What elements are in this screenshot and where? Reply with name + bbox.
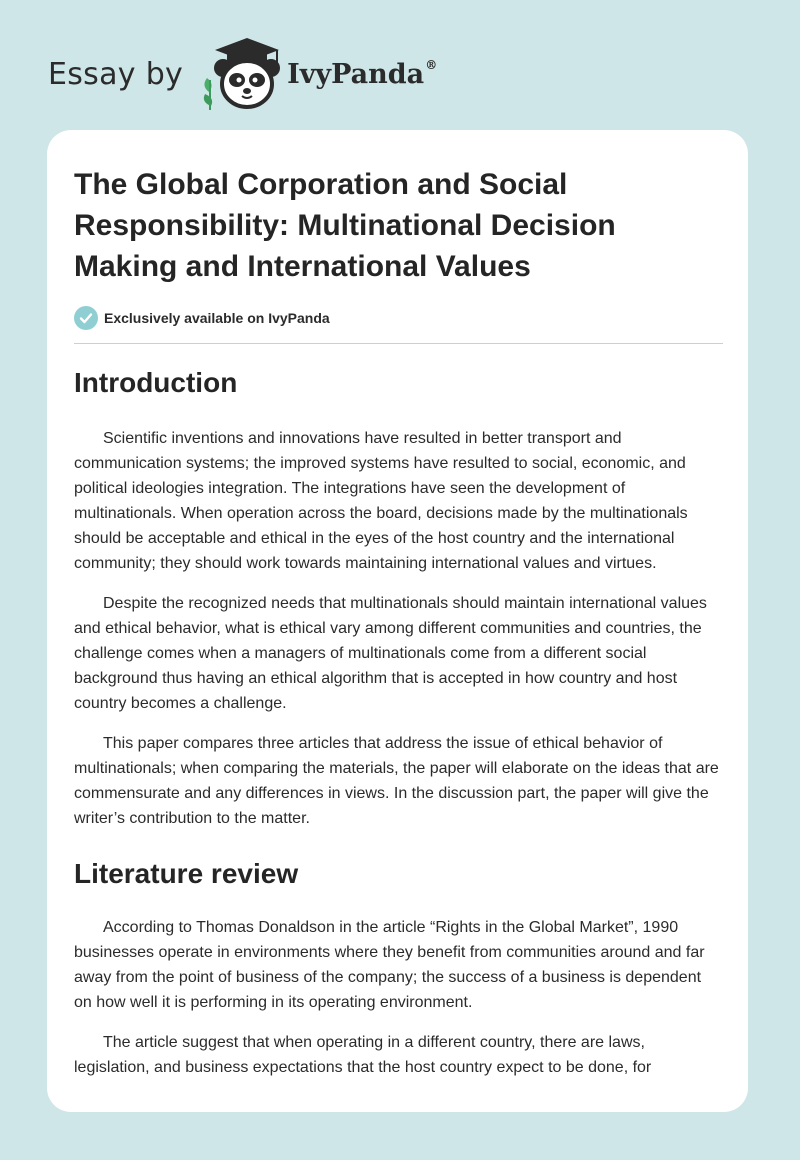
exclusive-label: Exclusively available on IvyPanda xyxy=(104,310,330,326)
essay-card xyxy=(47,130,748,1112)
check-circle-icon xyxy=(74,306,98,330)
section-heading-introduction: Introduction xyxy=(74,367,238,398)
section-heading-literature-review: Literature review xyxy=(74,858,299,889)
exclusive-badge xyxy=(74,305,723,331)
essay-title: The Global Corporation and Social Responsibility: Multinational Decision Making and International Values xyxy=(74,168,616,283)
essay-by-label: Essay by xyxy=(48,56,184,92)
paragraph: This paper compares three articles that address the issue of ethical behavior of multinationals; when comparing the materials, the paper will elaborate on the ideas that are commensurate and any differences in views. In the discussion part, the paper will give the writer’s contribution to the matter. xyxy=(74,735,719,827)
paragraph: The article suggest that when operating in a different country, there are laws, legislation, and business expectations that the host country expect to be done, for xyxy=(74,1034,652,1076)
paragraph: Despite the recognized needs that multinationals should maintain international values and ethical behavior, what is ethical vary among different communities and countries, the challenge comes when a managers of multinationals come from a different social background thus having an ethical algorithm that is accepted in how country and host country becomes a challenge. xyxy=(74,595,707,712)
site-header xyxy=(48,36,437,112)
ivypanda-wordmark[interactable] xyxy=(287,59,437,90)
paragraph: Scientific inventions and innovations have resulted in better transport and communication systems; the improved systems have resulted to social, economic, and political ideologies integration. The integrations have seen the development of multinationals. When operation across the board, decisions made by the multinationals should be acceptable and ethical in the eyes of the host country and the international community; they should work towards maintaining international values and virtues. xyxy=(74,430,688,572)
brand-name: IvyPanda xyxy=(287,58,425,90)
ivypanda-logo-icon[interactable] xyxy=(197,36,285,112)
paragraph: According to Thomas Donaldson in the article “Rights in the Global Market”, 1990 businesses operate in environments where they benefit from communities around and far away from the point of business of the company; the success of a business is dependent on how well it is performing in its operating environment. xyxy=(74,919,705,1011)
registered-mark: ® xyxy=(425,57,438,72)
essay-content xyxy=(74,164,723,1095)
title-divider xyxy=(74,343,723,344)
